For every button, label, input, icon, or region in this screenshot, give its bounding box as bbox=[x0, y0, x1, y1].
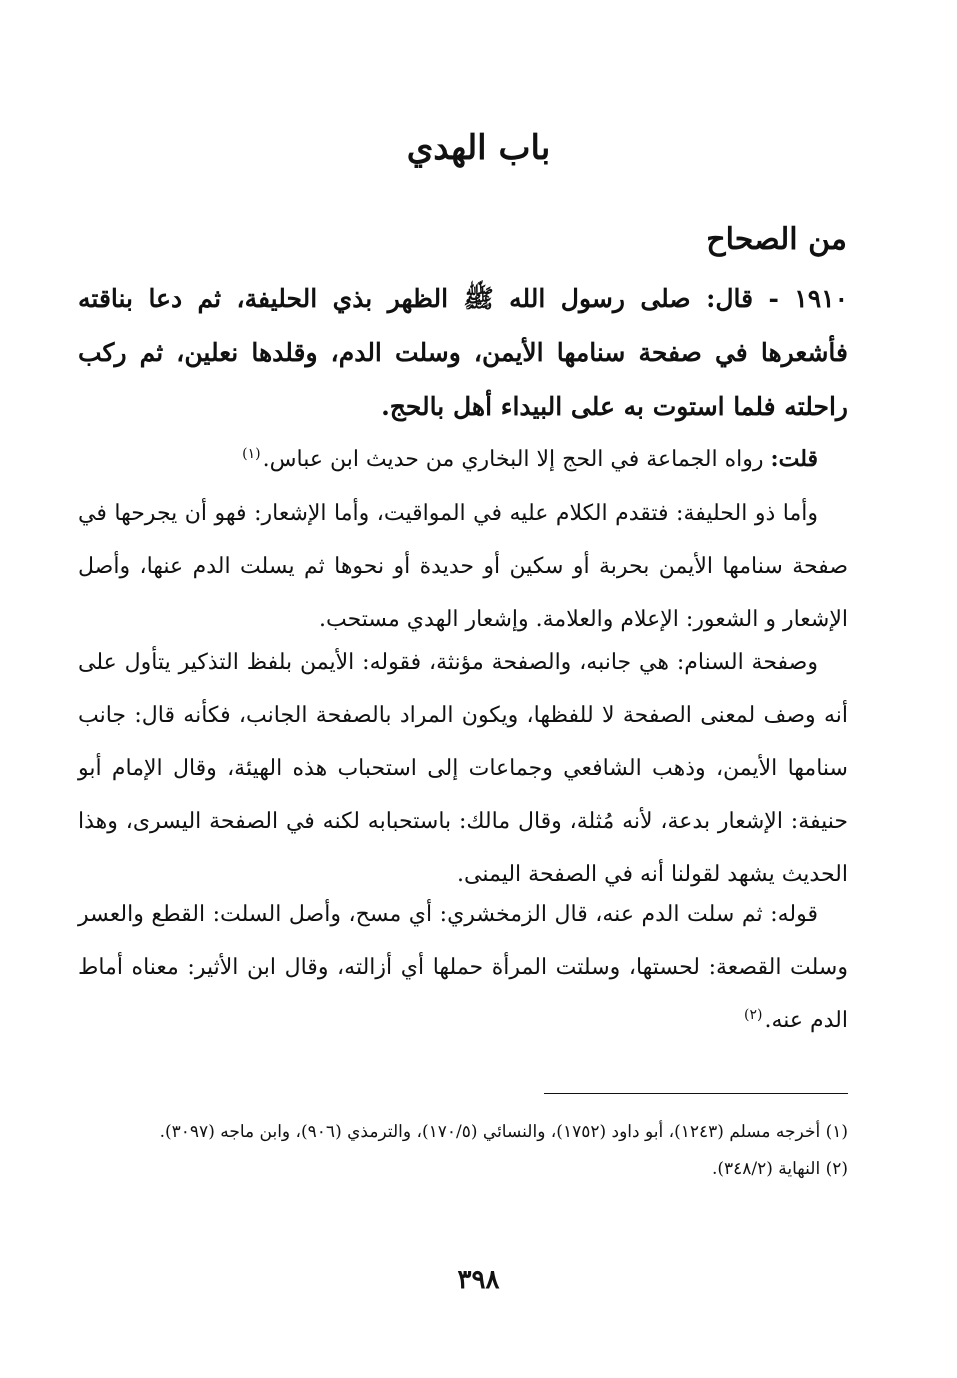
commentary-lead: قلت: bbox=[770, 446, 818, 472]
commentary-text-1: رواه الجماعة في الحج إلا البخاري من حديث ابن عباس. bbox=[262, 447, 771, 472]
footnotes bbox=[78, 1114, 848, 1188]
footnote-2: (٢) النهاية (٣٤٨/٢). bbox=[711, 1159, 848, 1179]
hadith-text: ١٩١٠ - قال: صلى رسول الله ﷺ الظهر بذي الحليفة، ثم دعا بناقته فأشعرها في صفحة سنامها الأيمن، وسلت الدم، وقلدها نعلين، ثم ركب راحلته فلما استوت به على البيداء أهل بالحج. bbox=[78, 284, 848, 421]
footnote-1: (١) أخرجه مسلم (١٢٤٣)، أبو داود (١٧٥٢)، والنسائي (١٧٠/٥)، والترمذي (٩٠٦)، وابن ماجه (٣٠٩٧). bbox=[159, 1122, 848, 1142]
footnote-divider bbox=[544, 1093, 848, 1094]
commentary-paragraph-3: وصفحة السنام: هي جانبه، والصفحة مؤنثة، فقوله: الأيمن بلفظ التذكير يتأول على أنه وصف لمعنى الصفحة لا للفظها، ويكون المراد بالصفحة الجانب، فكأنه قال: جانب سنامها الأيمن، وذهب الشافعي وجماعات إلى استحباب هذه الهيئة، وقال الإمام أبو حنيفة: الإشعار بدعة، لأنه مُثلة، وقال مالك: باستحبابه لكنه في الصفحة اليسرى، وهذا الحديث يشهد لقولنا أنه في الصفحة اليمنى. bbox=[78, 650, 848, 887]
footnote-ref-2: (٢) bbox=[744, 1006, 763, 1023]
page-number: ٣٩٨ bbox=[457, 1265, 500, 1295]
commentary-text-4: قوله: ثم سلت الدم عنه، قال الزمخشري: أي مسح، وأصل السلت: القطع والعسر وسلت القصعة: لحستها، وسلتت المرأة حملها أي أزالته، وقال ابن الأثير: معناه أماط الدم عنه. bbox=[78, 902, 848, 1033]
chapter-title: باب الهدي bbox=[406, 128, 551, 168]
commentary-paragraph-2: وأما ذو الحليفة: فتقدم الكلام عليه في المواقيت، وأما الإشعار: فهو أن يجرحها في صفحة سنامها الأيمن بحربة أو سكين أو حديدة أو نحوها ثم يسلت الدم عنها، وأصل الإشعار و الشعور: الإعلام والعلامة. وإشعار الهدي مستحب. bbox=[78, 501, 848, 632]
section-heading: من الصحاح bbox=[706, 222, 847, 257]
commentary-paragraph-1 bbox=[78, 433, 848, 486]
commentary-paragraph-4 bbox=[78, 888, 848, 1047]
footnote-ref-1: (١) bbox=[242, 445, 261, 462]
